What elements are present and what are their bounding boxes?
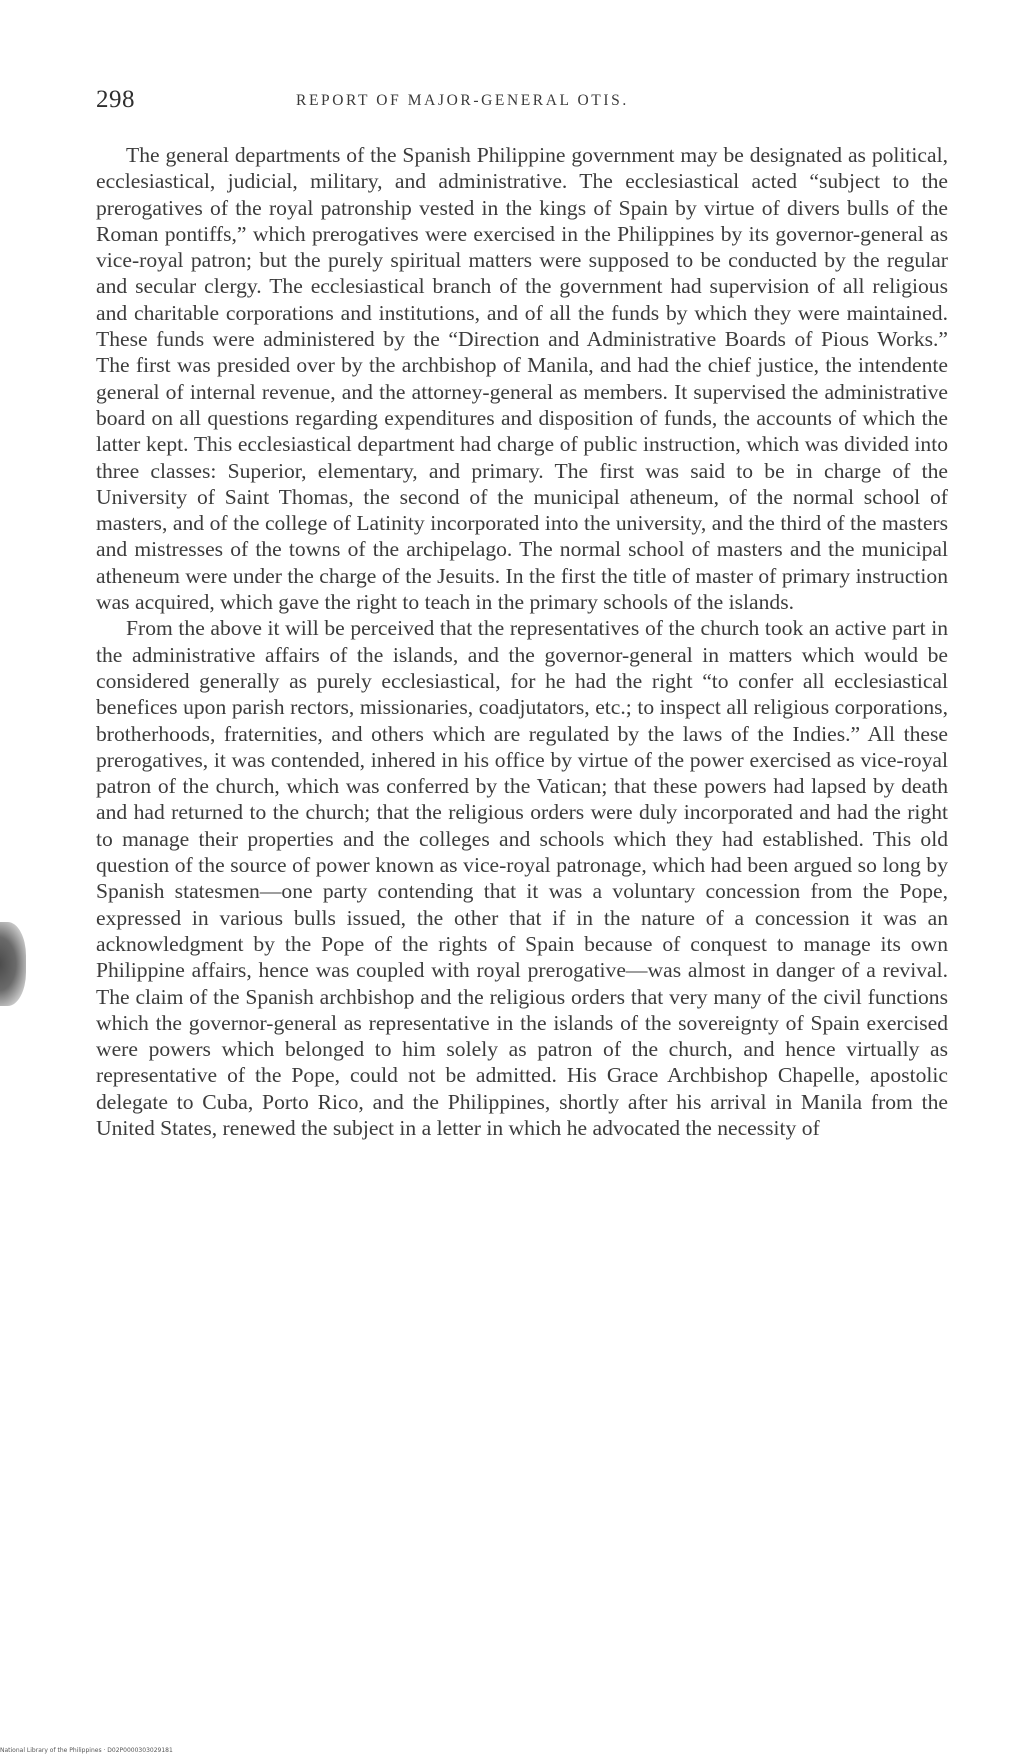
paragraph-1: The general departments of the Spanish Philippine government may be designated as political, ecclesiastical, judicial, military, and administrative. The ecclesiastical acted “subject to the prerogatives of the royal patronship vested in the kings of Spain by virtue of divers bulls of the Roman pontiffs,” which prerogatives were exercised in the Philippines by its governor-general as vice-royal patron; but the purely spiritual matters were supposed to be conducted by the regular and secular clergy. The ecclesiastical branch of the government had supervision of all religious and charitable corporations and institutions, and of all the funds by which they were maintained. These funds were administered by the “Direction and Administrative Boards of Pious Works.” The first was presided over by the archbishop of Manila, and had the chief justice, the intendente general of internal revenue, and the attorney-general as members. It supervised the administrative board on all questions regarding expenditures and disposition of funds, the accounts of which the latter kept. This ecclesiastical department had charge of public instruction, which was divided into three classes: Superior, elementary, and primary. The first was said to be in charge of the University of Saint Thomas, the second of the municipal atheneum, of the normal school of masters, and of the college of Latinity incorporated into the university, and the third of the masters and mistresses of the towns of the archipelago. The normal school of masters and the municipal atheneum were under the charge of the Jesuits. In the first the title of master of primary instruction was acquired, which gave the right to teach in the primary schools of the islands. bbox=[96, 143, 948, 615]
scan-stamp: National Library of the Philippines · D02P0000303029181 bbox=[0, 1747, 173, 1754]
running-head: REPORT OF MAJOR-GENERAL OTIS. bbox=[296, 92, 629, 109]
thumb-shadow bbox=[0, 922, 26, 1006]
body-text bbox=[96, 142, 948, 1141]
page-number: 298 bbox=[96, 86, 135, 113]
paragraph-2: From the above it will be perceived that the representatives of the church took an active part in the administrative affairs of the islands, and the governor-general in matters which would be considered generally as purely ecclesiastical, for he had the right “to confer all ecclesiastical benefices upon parish rectors, missionaries, coadjutators, etc.; to inspect all religious corporations, brotherhoods, fraternities, and others which are regulated by the laws of the Indies.” All these prerogatives, it was contended, inhered in his office by virtue of the power exercised as vice-royal patron of the church, which was conferred by the Vatican; that these powers had lapsed by death and had returned to the church; that the religious orders were duly incorporated and had the right to manage their properties and the colleges and schools which they had established. This old question of the source of power known as vice-royal patronage, which had been argued so long by Spanish statesmen—one party contending that it was a voluntary concession from the Pope, expressed in various bulls issued, the other that if in the nature of a concession it was an acknowledgment by the Pope of the rights of Spain because of conquest to manage its own Philippine affairs, hence was coupled with royal prerogative—was almost in danger of a revival. The claim of the Spanish archbishop and the religious orders that very many of the civil functions which the governor-general as representative in the islands of the sovereignty of Spain exercised were powers which belonged to him solely as patron of the church, and hence virtually as representative of the Pope, could not be admitted. His Grace Archbishop Chapelle, apostolic delegate to Cuba, Porto Rico, and the Philippines, shortly after his arrival in Manila from the United States, renewed the subject in a letter in which he advocated the necessity of bbox=[96, 616, 948, 1140]
page-header bbox=[96, 86, 956, 122]
